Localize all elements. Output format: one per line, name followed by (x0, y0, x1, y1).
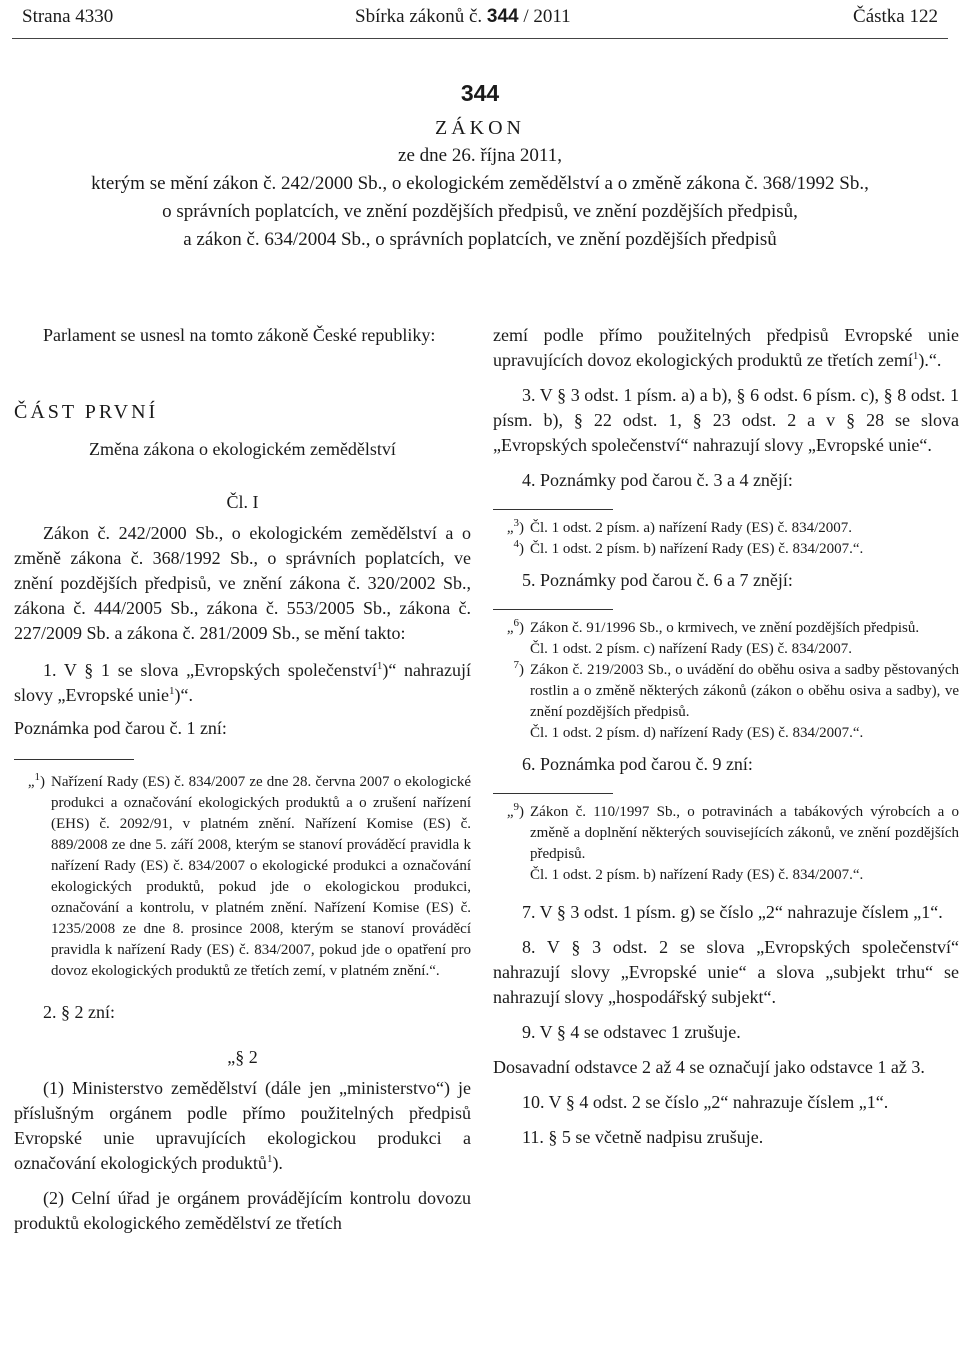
header-rule (12, 38, 948, 39)
amendment-item-7: 7. V § 3 odst. 1 písm. g) se číslo „2“ nahrazuje číslem „1“. (522, 902, 943, 922)
footnote-3: „$^3$) Čl. 1 odst. 2 písm. a) nařízení Rady (ES) č. 834/2007. (506, 517, 853, 536)
footnote-7: $^7$) Zákon č. 219/2003 Sb., o uvádění do oběhu osiva a sadby pěstovaných rostlin a o změně některých zákonů (zákon o oběhu osiva a sadby), ve znění pozdějších předpisů. Čl. 1 odst. 2 písm. d) nařízení Rady (ES) č. 834/2007.“. (513, 659, 959, 741)
amendment-item-2: 2. § 2 zní: (43, 1002, 115, 1022)
footnote-rule (493, 609, 613, 610)
act-title-line-1: kterým se mění zákon č. 242/2000 Sb., o ekologickém zemědělství a o změně zákona č. 368/1992 Sb., (91, 173, 869, 194)
act-type: ZÁKON (435, 117, 525, 139)
amendment-item-1: 1. V § 1 se slova „Evropských společenství$^1$)“ nahrazují slovy „Evropské unie$^1$)“. (14, 660, 471, 705)
amendment-item-8: 8. V § 3 odst. 2 se slova „Evropských společenství“ nahrazují slovy „Evropské unie“ a slova „subjekt trhu“ se nahrazují slovy „hospodářský subjekt“. (493, 937, 959, 1007)
journal-law-number: 344 (486, 6, 519, 27)
page-number: Strana 4330 (22, 6, 114, 27)
footnote-6: „$^6$) Zákon č. 91/1996 Sb., o krmivech, ve znění pozdějších předpisů. Čl. 1 odst. 2 písm. c) nařízení Rady (ES) č. 834/2007. (506, 617, 920, 657)
footnote-4: $^4$) Čl. 1 odst. 2 písm. b) nařízení Rady (ES) č. 834/2007.“. (513, 538, 864, 557)
act-number: 344 (460, 80, 500, 106)
amendment-item-3: 3. V § 3 odst. 1 písm. a) a b), § 6 odst. 6 písm. c), § 8 odst. 1 písm. b), § 22 odst. 1, § 23 odst. 2 a v § 28 se slova „Evropských společenství“ nahrazují slovy „Evropské unie“. (493, 385, 959, 455)
left-column (14, 323, 471, 1236)
section-2-paragraph-2: (2) Celní úřad je orgánem provádějícím kontrolu dovozu produktů ekologického zemědělství ze třetích (14, 1188, 471, 1233)
section-2-heading: „§ 2 (227, 1047, 258, 1067)
article-heading: Čl. I (226, 492, 259, 512)
footnote-intro: Poznámka pod čarou č. 1 zní: (14, 718, 227, 738)
amendment-item-5: 5. Poznámky pod čarou č. 6 a 7 znějí: (522, 570, 793, 590)
issue-part: Částka 122 (853, 6, 938, 27)
amendment-item-4: 4. Poznámky pod čarou č. 3 a 4 znějí: (522, 470, 793, 490)
section-2-continuation: zemí podle přímo použitelných předpisů Evropské unie upravujících dovoz ekologických produktů ze třetích zemí$^1$).“. (493, 325, 959, 370)
footnote-rule (493, 509, 613, 510)
part-heading: ČÁST PRVNÍ (14, 401, 159, 423)
footnote-1 (14, 772, 471, 982)
act-title-block (0, 78, 960, 254)
act-title-line-3: a zákon č. 634/2004 Sb., o správních poplatcích, ve znění pozdějších předpisů (183, 229, 777, 250)
footnote-rule (14, 759, 134, 760)
amended-law-intro: Zákon č. 242/2000 Sb., o ekologickém zemědělství a o změně zákona č. 368/1992 Sb., o správních poplatcích, ve znění pozdějších předpisů, ve znění zákona č. 320/2002 Sb., zákona č. 444/2005 Sb., zákona č. 553/2005 Sb., zákona č. 227/2009 Sb. a zákona č. 281/2009 Sb., se mění takto: (14, 523, 471, 643)
act-title-line-2: o správních poplatcích, ve znění pozdějších předpisů, ve znění pozdějších předpisů, (162, 201, 798, 222)
footnote-rule (493, 793, 613, 794)
footnote-marker: „$^1$) (27, 771, 45, 790)
footnote-text: Nařízení Rady (ES) č. 834/2007 ze dne 28. června 2007 o ekologické produkci a označování ekologických produktů a o zrušení nařízení (EHS) č. 2092/91, v platném znění. Nařízení Komise (ES) č. 889/2008 ze dne 5. září 2008, kterým se stanoví prováděcí pravidla k nařízení Rady (ES) č. 834/2007 o ekologické produkci a označování ekologických produktů, pokud jde o ekologickou produkci, označování a kontrolu, v platném znění. Nařízení Komise (ES) č. 1235/2008 ze dne 8. prosince 2008, kterým se stanoví prováděcí pravidla k nařízení Rady (ES) č. 834/2007, pokud jde o opatření pro dovoz ekologických produktů ze třetích zemí, v platném znění.“. (51, 774, 471, 979)
footnote-9: „$^9$) Zákon č. 110/1997 Sb., o potravinách a tabákových výrobcích a o změně a doplnění některých souvisejících zákonů, ve znění pozdějších předpisů. Čl. 1 odst. 2 písm. b) nařízení Rady (ES) č. 834/2007.“. (506, 801, 959, 883)
journal-name: Sbírka zákonů č. (355, 6, 483, 27)
section-2-paragraph-1: (1) Ministerstvo zemědělství (dále jen „ministerstvo“) je příslušným orgánem podle přímo použitelných předpisů Evropské unie upravujících ekologickou produkci a označování ekologických produktů$^1$). (14, 1078, 471, 1173)
footnotes-3-4 (493, 518, 959, 560)
amendment-item-11: 11. § 5 se včetně nadpisu zrušuje. (522, 1127, 764, 1147)
amendment-item-6: 6. Poznámka pod čarou č. 9 zní: (522, 754, 753, 774)
preamble: Parlament se usnesl na tomto zákoně České republiky: (43, 325, 436, 345)
amendment-item-9: 9. V § 4 se odstavec 1 zrušuje. (522, 1022, 741, 1042)
amendment-item-10: 10. V § 4 odst. 2 se číslo „2“ nahrazuje číslem „1“. (522, 1092, 889, 1112)
footnotes-6-7 (493, 618, 959, 744)
renumbering-note: Dosavadní odstavce 2 až 4 se označují jako odstavce 1 až 3. (493, 1057, 925, 1077)
journal-year: / 2011 (523, 6, 571, 27)
right-column (493, 323, 959, 1150)
journal-title (355, 6, 571, 28)
act-date: ze dne 26. října 2011, (398, 145, 562, 166)
part-title: Změna zákona o ekologickém zemědělství (89, 439, 396, 459)
footnotes-9 (493, 802, 959, 886)
